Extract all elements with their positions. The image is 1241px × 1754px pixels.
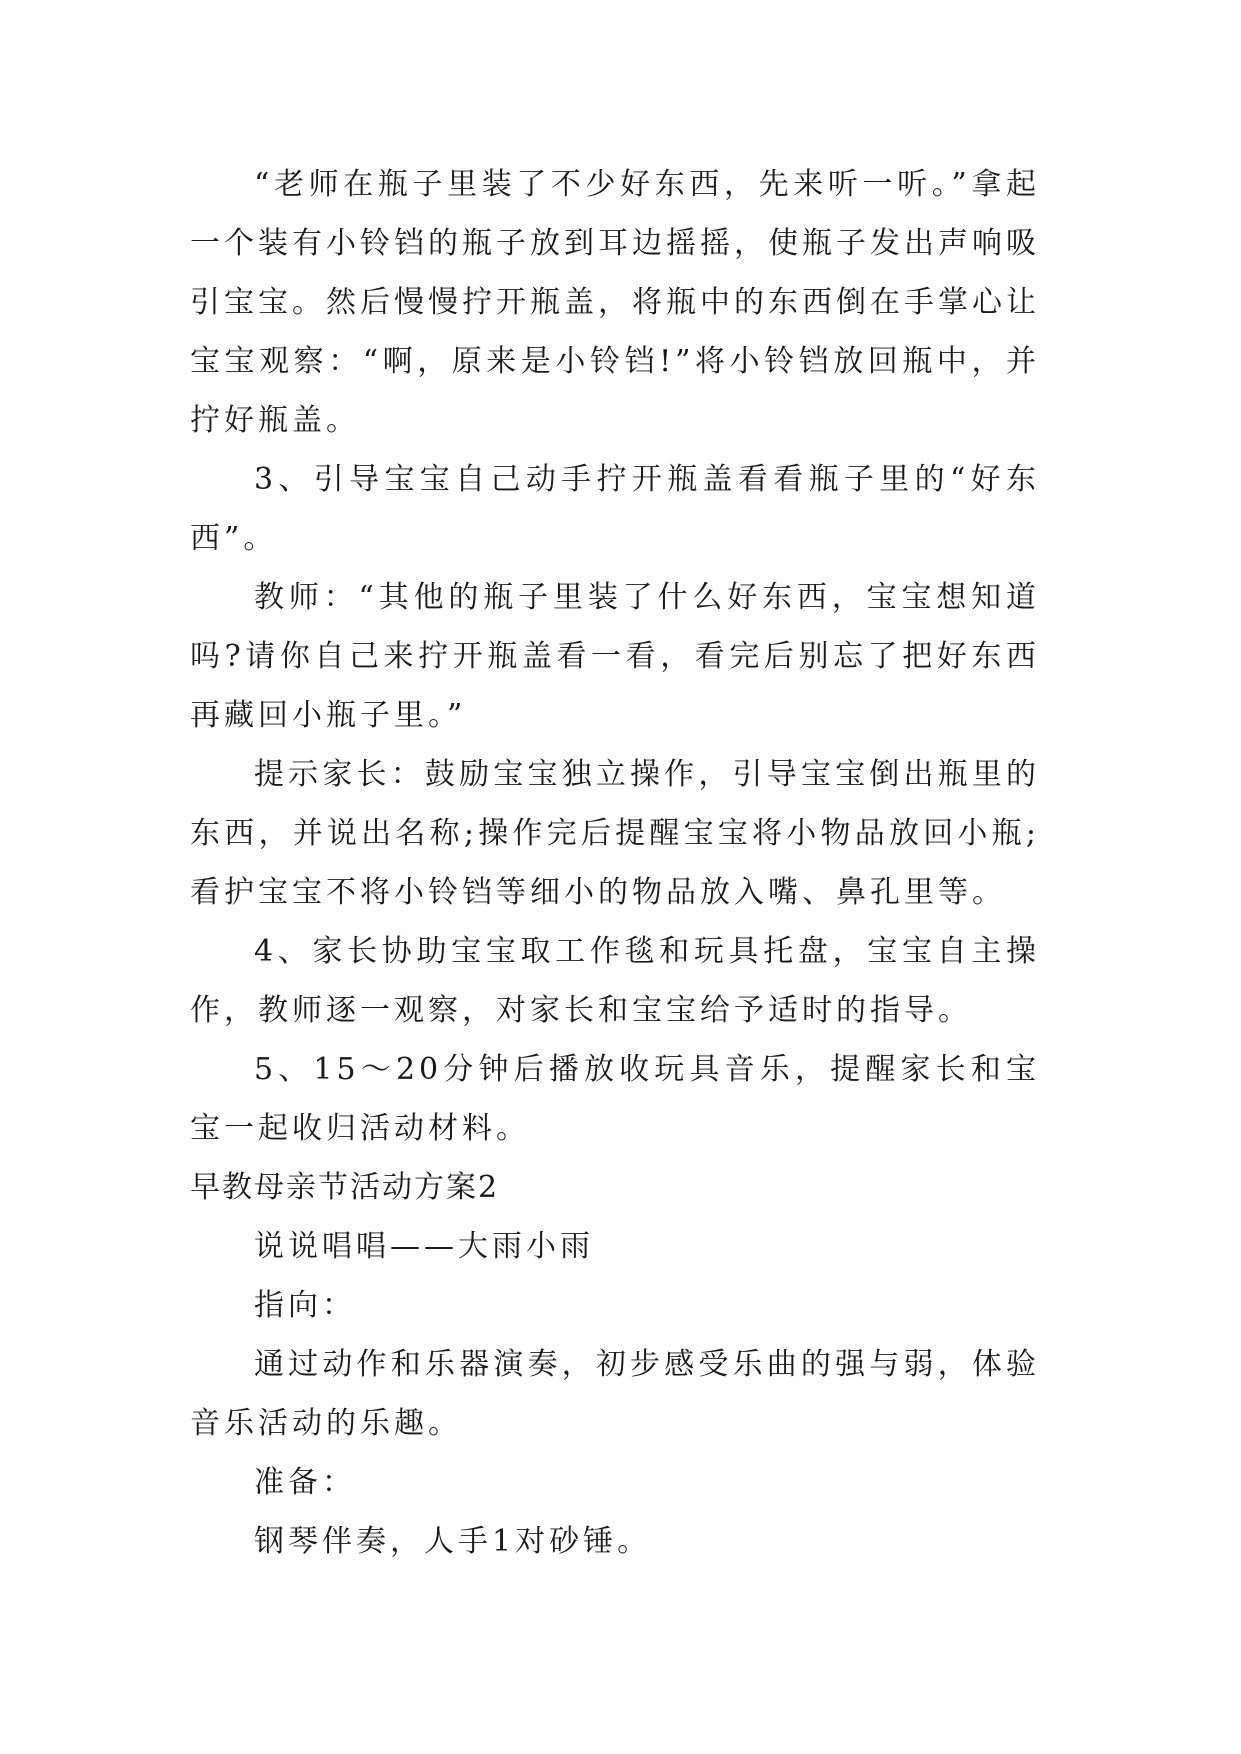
section-title: 早教母亲节活动方案2 [190,1170,500,1205]
paragraph-step-3: 3、引导宝宝自己动手拧开瓶盖看看瓶子里的“好东西”。 [190,462,1040,556]
paragraph-step-5: 5、15～20分钟后播放收玩具音乐，提醒家长和宝宝一起收归活动材料。 [190,1052,1040,1146]
activity-name: 说说唱唱——大雨小雨 [254,1229,594,1264]
paragraph-teacher-question: 教师：“其他的瓶子里装了什么好东西，宝宝想知道吗?请你自己来拧开瓶盖看一看，看完后别忘了把好东西再藏回小瓶子里。” [190,580,1040,733]
objective-label: 指向： [254,1288,356,1323]
paragraph-parent-tips: 提示家长：鼓励宝宝独立操作，引导宝宝倒出瓶里的东西，并说出名称;操作完后提醒宝宝将小物品放回小瓶;看护宝宝不将小铃铛等细小的物品放入嘴、鼻孔里等。 [190,757,1040,910]
paragraph-teacher-intro: “老师在瓶子里装了不少好东西，先来听一听。”拿起一个装有小铃铛的瓶子放到耳边摇摇，使瓶子发出声响吸引宝宝。然后慢慢拧开瓶盖，将瓶中的东西倒在手掌心让宝宝观察：“啊，原来是小铃铛!”将小铃铛放回瓶中，并拧好瓶盖。 [190,167,1040,438]
paragraph-step-4: 4、家长协助宝宝取工作毯和玩具托盘，宝宝自主操作，教师逐一观察，对家长和宝宝给予适时的指导。 [190,934,1040,1028]
objective-text: 通过动作和乐器演奏，初步感受乐曲的强与弱，体验音乐活动的乐趣。 [190,1347,1040,1441]
document-body [190,155,1040,1571]
preparation-label: 准备： [254,1465,356,1500]
preparation-text: 钢琴伴奏，人手1对砂锤。 [254,1524,652,1559]
